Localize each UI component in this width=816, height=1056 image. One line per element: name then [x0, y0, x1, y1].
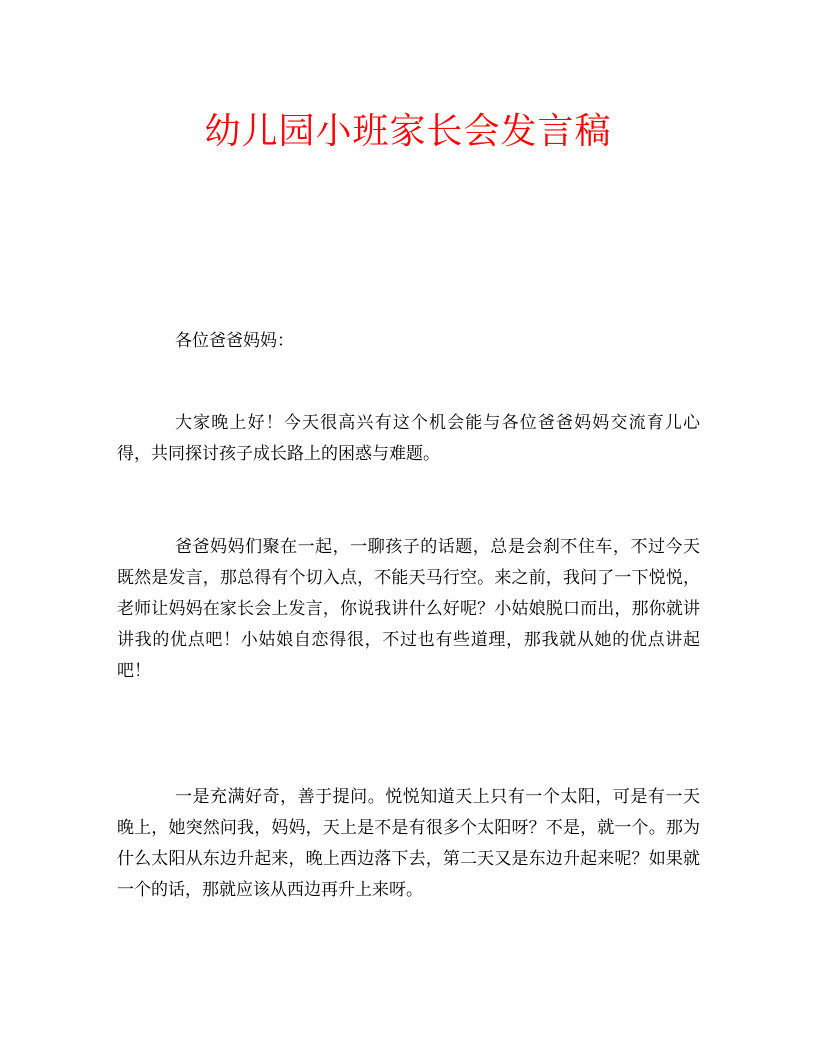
paragraph-curiosity: 一是充满好奇，善于提问。悦悦知道天上只有一个太阳，可是有一天晚上，她突然问我，妈妈，天上是不是有很多个太阳呀？不是，就一个。那为什么太阳从东边升起来，晚上西边落下去，第二天又是东边升起来呢？如果就一个的话，那就应该从西边再升上来呀。	[117, 787, 700, 900]
paragraph-introduction: 爸爸妈妈们聚在一起，一聊孩子的话题，总是会刹不住车，不过今天既然是发言，那总得有个切入点，不能天马行空。来之前，我问了一下悦悦，老师让妈妈在家长会上发言，你说我讲什么好呢？小姑娘脱口而出，那你就讲讲我的优点吧！小姑娘自恋得很，不过也有些道理，那我就从她的优点讲起吧！	[117, 537, 700, 681]
greeting-line: 各位爸爸妈妈：	[175, 331, 294, 351]
document-title: 幼儿园小班家长会发言稿	[204, 111, 612, 152]
paragraph-opening: 大家晚上好！今天很高兴有这个机会能与各位爸爸妈妈交流育儿心得，共同探讨孩子成长路上的困惑与难题。	[117, 413, 700, 464]
